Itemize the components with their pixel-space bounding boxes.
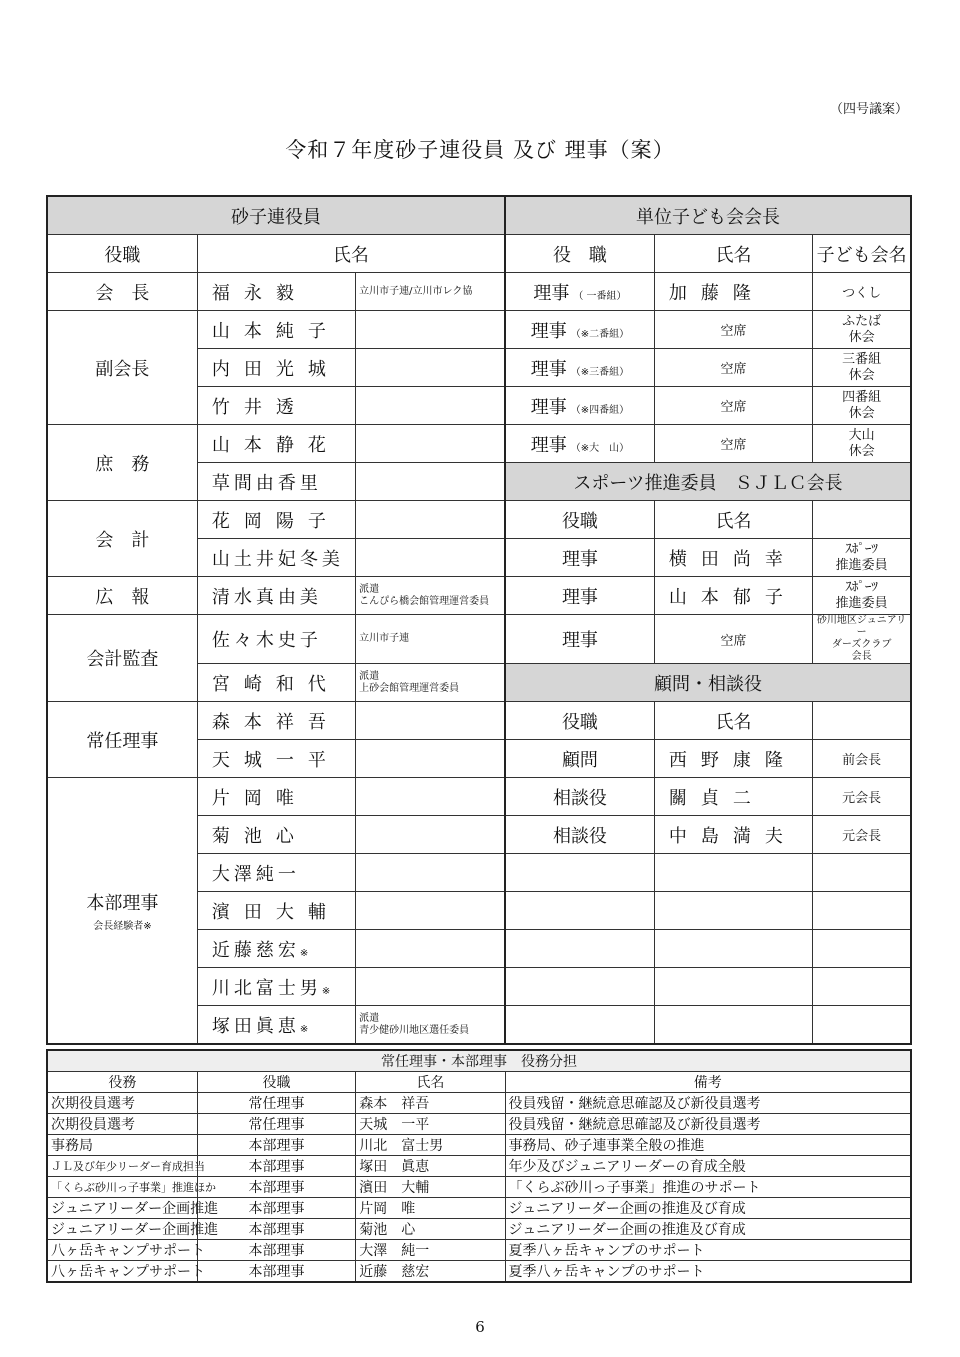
advisor-name: 中島満夫 — [654, 816, 812, 854]
table-row — [47, 1177, 911, 1198]
section-header-advisors: 顧問・相談役 — [505, 664, 911, 702]
officer-name: 片岡唯 — [197, 778, 355, 816]
empty-cell — [505, 854, 654, 892]
advisor-name: 西野康隆 — [654, 740, 812, 778]
officer-name: 菊池心 — [197, 816, 355, 854]
officer-note — [356, 387, 505, 425]
role-accounting: 会 計 — [47, 501, 197, 577]
role-standing-director: 常任理事 — [47, 702, 197, 778]
col-header-name: 氏名 — [197, 235, 505, 273]
sports-name: 横田尚幸 — [654, 539, 812, 577]
advisor-role: 相談役 — [505, 778, 654, 816]
empty-cell — [813, 892, 911, 930]
officer-note: 立川市子連 — [356, 615, 505, 664]
advisor-role: 顧問 — [505, 740, 654, 778]
officer-name: 大澤純一 — [197, 854, 355, 892]
club-name: ふたば 休会 — [813, 311, 911, 349]
club-name: 大山 休会 — [813, 425, 911, 463]
col-header-role-advisors: 役職 — [505, 702, 654, 740]
duty-role: 本部理事 — [197, 1135, 355, 1156]
officer-note — [356, 740, 505, 778]
role-pr: 広 報 — [47, 577, 197, 615]
duty-name: 菊池 心 — [356, 1219, 505, 1240]
empty-cell — [505, 1006, 654, 1045]
officer-note — [356, 311, 505, 349]
empty-cell — [813, 854, 911, 892]
duty-remarks: 役員残留・継続意思確認及び新役員選考 — [505, 1093, 911, 1114]
advisor-note: 前会長 — [813, 740, 911, 778]
duty-name: 塚田 眞恵 — [356, 1156, 505, 1177]
officer-note — [356, 349, 505, 387]
document-number: （四号議案） — [829, 102, 908, 117]
officer-name: 山本静花 — [197, 425, 355, 463]
sports-role: 理事 — [505, 539, 654, 577]
page-number: 6 — [475, 1318, 485, 1336]
officer-name: 佐々木史子 — [197, 615, 355, 664]
section-header-officers: 砂子連役員 — [47, 196, 505, 235]
advisor-name: 關貞二 — [654, 778, 812, 816]
unit-role: 理事 （※二番組） — [505, 311, 654, 349]
empty-cell — [813, 1006, 911, 1045]
officers-table — [46, 195, 912, 1045]
duties-title: 常任理事・本部理事 役務分担 — [47, 1050, 911, 1072]
duty-remarks: 事務局、砂子連事業全般の推進 — [505, 1135, 911, 1156]
empty-cell — [813, 968, 911, 1006]
role-auditor: 会計監査 — [47, 615, 197, 702]
role-hq-director: 本部理事 会長経験者※ — [47, 778, 197, 1045]
duty: 「くらぶ砂川っ子事業」推進ほか — [47, 1177, 197, 1198]
duty: ＪＬ及び年少リーダー育成担当 — [47, 1156, 197, 1177]
col-header-role-unit: 役 職 — [505, 235, 654, 273]
duty-remarks: ジュニアリーダー企画の推進及び育成 — [505, 1219, 911, 1240]
role-president: 会 長 — [47, 273, 197, 311]
col-header-blank — [813, 501, 911, 539]
empty-cell — [505, 968, 654, 1006]
officer-note — [356, 892, 505, 930]
empty-cell — [654, 1006, 812, 1045]
unit-president-name: 空席 — [654, 425, 812, 463]
officer-name: 竹井透 — [197, 387, 355, 425]
sports-role: 理事 — [505, 577, 654, 615]
officer-note — [356, 702, 505, 740]
duty: 八ヶ岳キャンプサポート — [47, 1240, 197, 1261]
officer-name: 天城一平 — [197, 740, 355, 778]
advisor-note: 元会長 — [813, 778, 911, 816]
col-header-role-sports: 役職 — [505, 501, 654, 539]
officer-note — [356, 778, 505, 816]
officer-note: 派遣 上砂会館管理運営委員 — [356, 664, 505, 702]
duty: 事務局 — [47, 1135, 197, 1156]
unit-president-name: 加藤隆 — [654, 273, 812, 311]
col-header-blank — [813, 702, 911, 740]
duty-role: 常任理事 — [197, 1093, 355, 1114]
table-row — [47, 1261, 911, 1283]
officer-note — [356, 425, 505, 463]
col-header-role: 役職 — [47, 235, 197, 273]
col-header-name-unit: 氏名 — [654, 235, 812, 273]
officer-note — [356, 816, 505, 854]
duties-header: 備考 — [505, 1072, 911, 1093]
officer-name: 近藤慈宏※ — [197, 930, 355, 968]
officer-name: 草間由香里 — [197, 463, 355, 501]
unit-president-name: 空席 — [654, 349, 812, 387]
duty-name: 近藤 慈宏 — [356, 1261, 505, 1283]
officer-note — [356, 854, 505, 892]
officer-note — [356, 539, 505, 577]
empty-cell — [813, 930, 911, 968]
duties-header: 役職 — [197, 1072, 355, 1093]
duty-remarks: 役員残留・継続意思確認及び新役員選考 — [505, 1114, 911, 1135]
sports-note: 砂川地区ジュニアリー ダーズクラブ 会長 — [813, 615, 911, 664]
table-row — [47, 1198, 911, 1219]
officer-note: 派遣 青少健砂川地区選任委員 — [356, 1006, 505, 1045]
unit-role: 理事 （※大 山） — [505, 425, 654, 463]
duty-remarks: 年少及びジュニアリーダーの育成全般 — [505, 1156, 911, 1177]
officer-name: 塚田眞恵※ — [197, 1006, 355, 1045]
table-row — [47, 1114, 911, 1135]
unit-role: 理事 （※四番組） — [505, 387, 654, 425]
club-name: 四番組 休会 — [813, 387, 911, 425]
duty-role: 本部理事 — [197, 1156, 355, 1177]
table-row — [47, 1219, 911, 1240]
officer-name: 花岡陽子 — [197, 501, 355, 539]
role-general-affairs: 庶 務 — [47, 425, 197, 501]
officer-note: 立川市子連/立川市レク協 — [356, 273, 505, 311]
empty-cell — [505, 892, 654, 930]
role-vice-president: 副会長 — [47, 311, 197, 425]
unit-role: 理事 （ 一番組） — [505, 273, 654, 311]
sports-name: 山本郁子 — [654, 577, 812, 615]
club-name: 三番組 休会 — [813, 349, 911, 387]
officer-name: 宮崎和代 — [197, 664, 355, 702]
empty-cell — [505, 930, 654, 968]
duty-name: 大澤 純一 — [356, 1240, 505, 1261]
table-row — [47, 1093, 911, 1114]
officer-name: 川北富士男※ — [197, 968, 355, 1006]
duty-name: 片岡 唯 — [356, 1198, 505, 1219]
section-header-unit-presidents: 単位子ども会会長 — [505, 196, 911, 235]
duty: 次期役員選考 — [47, 1093, 197, 1114]
duty: 次期役員選考 — [47, 1114, 197, 1135]
table-row — [47, 1135, 911, 1156]
duty-name: 川北 富士男 — [356, 1135, 505, 1156]
duty: 八ヶ岳キャンプサポート — [47, 1261, 197, 1283]
duty: ジュニアリーダー企画推進 — [47, 1198, 197, 1219]
duty-name: 森本 祥吾 — [356, 1093, 505, 1114]
advisor-note: 元会長 — [813, 816, 911, 854]
sports-name: 空席 — [654, 615, 812, 664]
empty-cell — [654, 968, 812, 1006]
officer-note: 派遣 こんぴら橋会館管理運営委員 — [356, 577, 505, 615]
officer-note — [356, 930, 505, 968]
officer-note — [356, 501, 505, 539]
section-header-sports: スポーツ推進委員 ＳＪＬＣ会長 — [505, 463, 911, 501]
col-header-club: 子ども会名 — [813, 235, 911, 273]
col-header-name-sports: 氏名 — [654, 501, 812, 539]
officer-name: 清水真由美 — [197, 577, 355, 615]
sports-note: ｽﾎﾟｰﾂ 推進委員 — [813, 539, 911, 577]
sports-role: 理事 — [505, 615, 654, 664]
officer-name: 森本祥吾 — [197, 702, 355, 740]
officer-name: 濱田大輔 — [197, 892, 355, 930]
col-header-name-advisors: 氏名 — [654, 702, 812, 740]
officer-name: 内田光城 — [197, 349, 355, 387]
sports-note: ｽﾎﾟｰﾂ 推進委員 — [813, 577, 911, 615]
officer-note — [356, 463, 505, 501]
duty-role: 本部理事 — [197, 1261, 355, 1283]
unit-president-name: 空席 — [654, 311, 812, 349]
duty-name: 天城 一平 — [356, 1114, 505, 1135]
empty-cell — [654, 892, 812, 930]
duty-remarks: 「くらぶ砂川っ子事業」推進のサポート — [505, 1177, 911, 1198]
duty-name: 濱田 大輔 — [356, 1177, 505, 1198]
duties-header: 役務 — [47, 1072, 197, 1093]
club-name: つくし — [813, 273, 911, 311]
officer-name: 山本純子 — [197, 311, 355, 349]
table-row — [47, 1240, 911, 1261]
unit-president-name: 空席 — [654, 387, 812, 425]
advisor-role: 相談役 — [505, 816, 654, 854]
officer-name: 山土井妃冬美 — [197, 539, 355, 577]
duty-remarks: 夏季八ヶ岳キャンプのサポート — [505, 1261, 911, 1283]
page-title: 令和７年度砂子連役員 及び 理事（案） — [285, 138, 675, 162]
duty-remarks: ジュニアリーダー企画の推進及び育成 — [505, 1198, 911, 1219]
duty-remarks: 夏季八ヶ岳キャンプのサポート — [505, 1240, 911, 1261]
unit-role: 理事 （※三番組） — [505, 349, 654, 387]
empty-cell — [654, 854, 812, 892]
duty-role: 本部理事 — [197, 1219, 355, 1240]
duties-table — [46, 1049, 912, 1283]
duty-role: 本部理事 — [197, 1198, 355, 1219]
duty-role: 本部理事 — [197, 1240, 355, 1261]
duty-role: 常任理事 — [197, 1114, 355, 1135]
empty-cell — [654, 930, 812, 968]
officer-note — [356, 968, 505, 1006]
duty-role: 本部理事 — [197, 1177, 355, 1198]
duty: ジュニアリーダー企画推進 — [47, 1219, 197, 1240]
officer-name: 福永毅 — [197, 273, 355, 311]
table-row — [47, 1156, 911, 1177]
duties-header: 氏名 — [356, 1072, 505, 1093]
